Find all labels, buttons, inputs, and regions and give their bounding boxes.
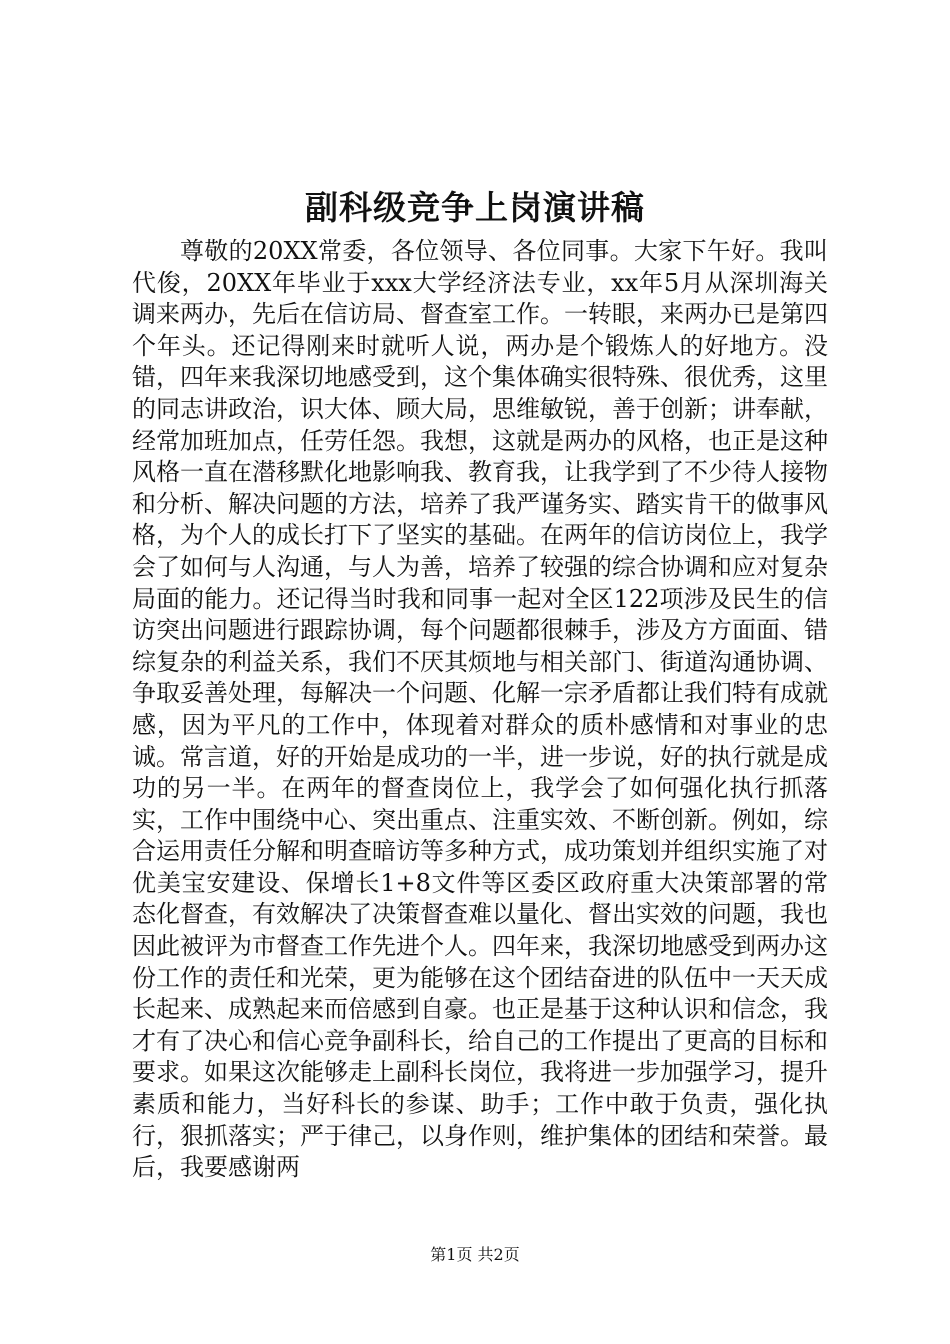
page-number-footer: 第1页 共2页	[430, 1245, 520, 1264]
page-title: 副科级竞争上岗演讲稿	[305, 188, 645, 227]
speech-paragraph: 尊敬的20XX常委，各位领导、各位同事。大家下午好。我叫代俊，20XX年毕业于xxx大学经济法专业，xx年5月从深圳海关调来两办，先后在信访局、督查室工作。一转眼，来两办已是第四个年头。还记得刚来时就听人说，两办是个锻炼人的好地方。没错，四年来我深切地感受到，这个集体确实很特殊、很优秀，这里的同志讲政治，识大体、顾大局，思维敏锐，善于创新；讲奉献，经常加班加点，任劳任怨。我想，这就是两办的风格，也正是这种风格一直在潜移默化地影响我、教育我，让我学到了不少待人接物和分析、解决问题的方法，培养了我严谨务实、踏实肯干的做事风格，为个人的成长打下了坚实的基础。在两年的信访岗位上，我学会了如何与人沟通，与人为善，培养了较强的综合协调和应对复杂局面的能力。还记得当时我和同事一起对全区122项涉及民生的信访突出问题进行跟踪协调，每个问题都很棘手，涉及方方面面、错综复杂的利益关系，我们不厌其烦地与相关部门、街道沟通协调、争取妥善处理，每解决一个问题、化解一宗矛盾都让我们特有成就感，因为平凡的工作中，体现着对群众的质朴感情和对事业的忠诚。常言道，好的开始是成功的一半，进一步说，好的执行就是成功的另一半。在两年的督查岗位上，我学会了如何强化执行抓落实，工作中围绕中心、突出重点、注重实效、不断创新。例如，综合运用责任分解和明查暗访等多种方式，成功策划并组织实施了对优美宝安建设、保增长1+8文件等区委区政府重大决策部署的常态化督查，有效解决了决策督查难以量化、督出实效的问题，我也因此被评为市督查工作先进个人。四年来，我深切地感受到两办这份工作的责任和光荣，更为能够在这个团结奋进的队伍中一天天成长起来、成熟起来而倍感到自豪。也正是基于这种认识和信念，我才有了决心和信心竞争副科长，给自己的工作提出了更高的目标和要求。如果这次能够走上副科长岗位，我将进一步加强学习，提升素质和能力，当好科长的参谋、助手；工作中敢于负责，强化执行，狠抓落实；严于律己，以身作则，维护集体的团结和荣誉。最后，我要感谢两	[132, 237, 828, 1182]
